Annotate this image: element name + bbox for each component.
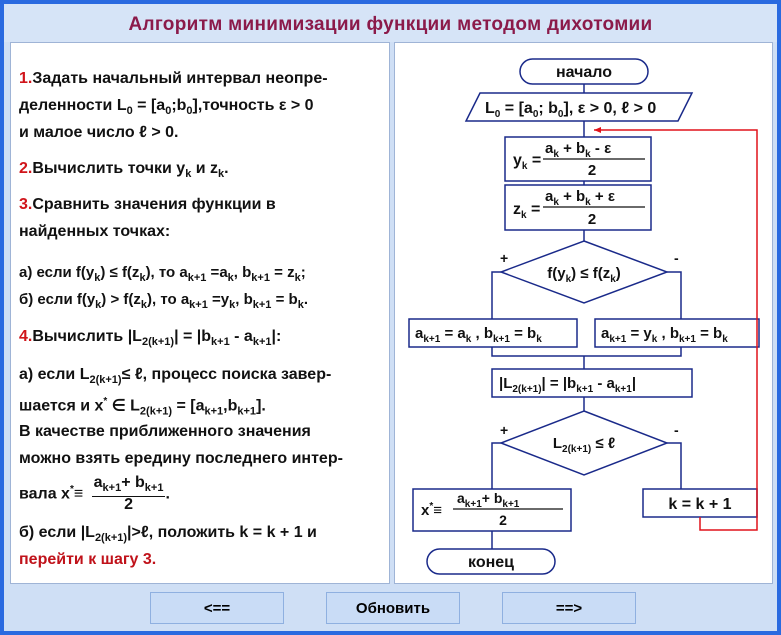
result-lhs: x*≡ xyxy=(421,501,443,519)
zk-numerator: $a_k + b_k + \varepsilon$ xyxy=(545,188,615,208)
yk-formula-lhs: $y_k$ = xyxy=(513,152,542,172)
step-3-case-a: а) если $f(y_k) \le f(z_k)$, то $a_{k+1} =a_k$, $b_{k+1} = z_k$; xyxy=(19,264,306,284)
no-label-1: - xyxy=(674,250,679,266)
step-1-line-2: деленности $L_0$ = $[a_0;b_0],точность$ ε > 0 xyxy=(19,97,314,118)
step-3-case-b: б) если $f(y_k) > f(z_k)$, то $a_{k+1} =y_k$, $b_{k+1} = b_k$. xyxy=(19,291,308,311)
flowchart-diagram xyxy=(395,43,772,583)
yk-denominator: 2 xyxy=(587,162,597,179)
step-4-case-a-line-2: шается и x* ∈ $L_{2(k+1)} = [a_{k+1},b_{k+1}]$. xyxy=(19,396,266,418)
start-label: начало xyxy=(555,64,613,81)
no-label-2: - xyxy=(674,422,679,438)
flowchart-panel xyxy=(394,42,773,584)
window-content xyxy=(4,4,777,631)
step-4: 4.Вычислить $|L_{2(k+1)}| = |b_{k+1} - a_{k+1}|$: xyxy=(19,328,282,349)
step-2: 2.Вычислить точки $y_k$ и $z_k$. xyxy=(19,160,229,181)
yes-label-1: + xyxy=(500,250,509,266)
midpoint-fraction: $\frac{a_{k+1}+ b_{k+1}}{2}$ xyxy=(93,474,164,514)
step-4-case-a-line-5: вала x*≡ $\frac{a_{k+1}+ b_{k+1}}{2}$ . xyxy=(19,474,170,514)
interval-length-formula: $|L_{2(k+1)}| = |b_{k+1} - a_{k+1}|$ xyxy=(499,375,637,395)
title-bar xyxy=(4,4,777,42)
loop-arrowhead xyxy=(594,127,601,133)
prev-button[interactable]: <== xyxy=(150,592,284,624)
next-button[interactable]: ==> xyxy=(502,592,636,624)
step-4-case-a-line-4: можно взять ередину последнего интер- xyxy=(19,450,343,467)
yes-label-2: + xyxy=(500,422,509,438)
branch-b-formula: $a_{k+1} = y_k$ , $b_{k+1} = b_k$ xyxy=(601,325,728,345)
page-title: Алгоритм минимизации функции методом дихотомии xyxy=(128,14,653,35)
branch-a-formula: $a_{k+1} = a_k$ , $b_{k+1} = b_k$ xyxy=(415,325,542,345)
step-1-line-3: и малое число ℓ > 0. xyxy=(19,124,179,141)
step-1-line-1: 1.Задать начальный интервал неопре- xyxy=(19,70,328,87)
result-denominator: 2 xyxy=(499,512,507,528)
input-formula: $L_0 = [a_0$; $b_0$], ε > 0, ℓ > 0 xyxy=(485,100,657,120)
yk-numerator: $a_k + b_k - \varepsilon$ xyxy=(545,140,612,160)
step-3-line-2: найденных точках: xyxy=(19,223,171,240)
zk-denominator: 2 xyxy=(587,211,597,228)
stop-decision xyxy=(501,411,667,475)
refresh-button[interactable]: Обновить xyxy=(326,592,460,624)
step-4-case-b-line-2: перейти к шагу 3. xyxy=(19,551,157,568)
algorithm-text-panel xyxy=(10,42,390,584)
zk-formula-lhs: $z_k$ = xyxy=(513,201,541,221)
stop-condition: $L_{2(k+1)}$ ≤ ℓ xyxy=(552,435,616,455)
end-label: конец xyxy=(468,554,514,571)
step-4-case-a-line-1: а) если $L_{2(k+1)}\le$ ℓ, процесс поиска завер- xyxy=(19,366,332,387)
k-increment-label: k = k + 1 xyxy=(668,496,732,513)
compare-condition: $f(y_k) \le f(z_k)$ xyxy=(547,265,621,285)
result-numerator: $a_{k+1}+ b_{k+1}$ xyxy=(457,490,520,510)
step-4-case-a-line-3: В качестве приближенного значения xyxy=(19,423,311,440)
step-4-case-b-line-1: б) если $|L_{2(k+1)}|>\ell$, положить k = k + 1 и xyxy=(19,524,317,545)
step-3-line-1: 3.Сравнить значения функции в xyxy=(19,196,276,213)
